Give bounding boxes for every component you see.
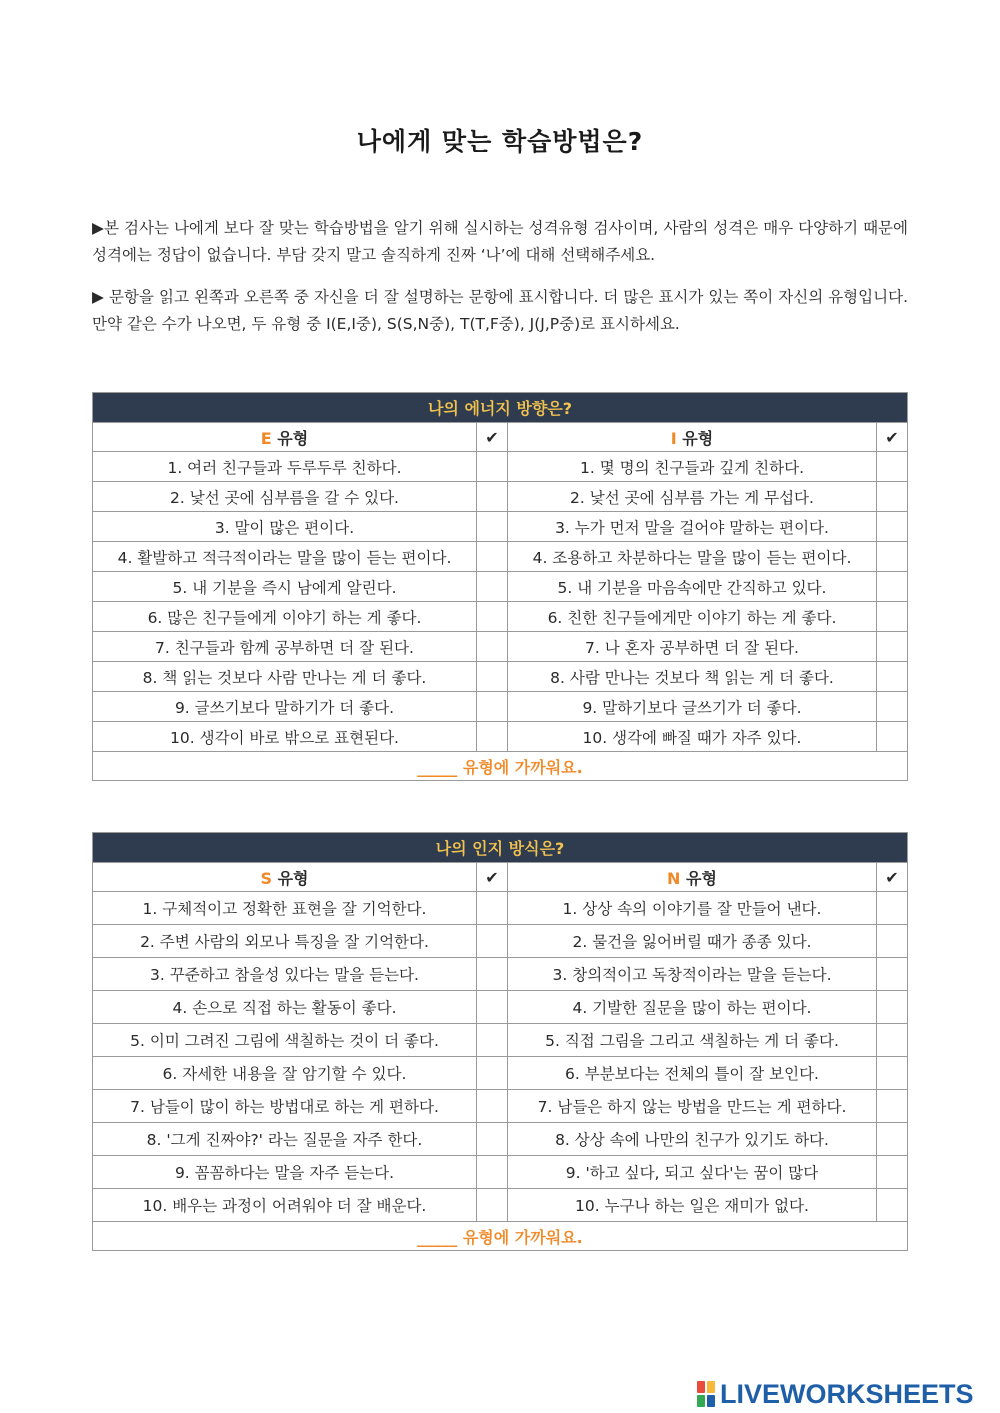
right-check-cell[interactable] xyxy=(877,925,908,958)
right-check-cell[interactable] xyxy=(877,991,908,1024)
left-item: 10. 생각이 바로 밖으로 표현된다. xyxy=(93,722,477,752)
check-header-icon: ✔ xyxy=(877,423,908,452)
right-item: 5. 내 기분을 마음속에만 간직하고 있다. xyxy=(508,572,877,602)
left-check-cell[interactable] xyxy=(477,1123,508,1156)
right-item: 1. 몇 명의 친구들과 깊게 친하다. xyxy=(508,452,877,482)
logo-tile xyxy=(707,1381,715,1393)
type-letter: N xyxy=(667,868,681,888)
type-letter: E xyxy=(260,428,272,448)
left-check-cell[interactable] xyxy=(477,482,508,512)
table-row xyxy=(93,722,908,752)
table-row xyxy=(93,482,908,512)
left-item: 3. 꾸준하고 참을성 있다는 말을 듣는다. xyxy=(93,958,477,991)
check-header-icon: ✔ xyxy=(477,423,508,452)
right-check-cell[interactable] xyxy=(877,602,908,632)
left-item: 9. 글쓰기보다 말하기가 더 좋다. xyxy=(93,692,477,722)
left-check-cell[interactable] xyxy=(477,512,508,542)
right-check-cell[interactable] xyxy=(877,1189,908,1222)
table-row xyxy=(93,602,908,632)
right-check-cell[interactable] xyxy=(877,722,908,752)
right-item: 10. 누구나 하는 일은 재미가 없다. xyxy=(508,1189,877,1222)
left-check-cell[interactable] xyxy=(477,572,508,602)
logo-tile xyxy=(697,1381,705,1393)
left-item: 9. 꼼꼼하다는 말을 자주 듣는다. xyxy=(93,1156,477,1189)
left-check-cell[interactable] xyxy=(477,925,508,958)
left-check-cell[interactable] xyxy=(477,892,508,925)
right-item: 2. 물건을 잃어버릴 때가 종종 있다. xyxy=(508,925,877,958)
left-item: 1. 구체적이고 정확한 표현을 잘 기억한다. xyxy=(93,892,477,925)
result-line[interactable]: _____ 유형에 가까워요. xyxy=(93,752,908,781)
table-row xyxy=(93,542,908,572)
type-word: 유형 xyxy=(277,428,309,448)
right-item: 6. 친한 친구들에게만 이야기 하는 게 좋다. xyxy=(508,602,877,632)
right-item: 4. 기발한 질문을 많이 하는 편이다. xyxy=(508,991,877,1024)
left-check-cell[interactable] xyxy=(477,632,508,662)
left-type-header xyxy=(93,863,477,892)
left-check-cell[interactable] xyxy=(477,722,508,752)
right-type-header xyxy=(508,863,877,892)
table-row xyxy=(93,572,908,602)
table-row xyxy=(93,1123,908,1156)
check-header-icon: ✔ xyxy=(477,863,508,892)
right-check-cell[interactable] xyxy=(877,692,908,722)
left-item: 7. 남들이 많이 하는 방법대로 하는 게 편하다. xyxy=(93,1090,477,1123)
left-check-cell[interactable] xyxy=(477,1090,508,1123)
table-row xyxy=(93,1189,908,1222)
right-item: 9. 말하기보다 글쓰기가 더 좋다. xyxy=(508,692,877,722)
table-heading: 나의 인지 방식은? xyxy=(93,833,908,863)
right-item: 5. 직접 그림을 그리고 색칠하는 게 더 좋다. xyxy=(508,1024,877,1057)
left-check-cell[interactable] xyxy=(477,662,508,692)
table-row xyxy=(93,632,908,662)
left-item: 4. 활발하고 적극적이라는 말을 많이 듣는 편이다. xyxy=(93,542,477,572)
right-check-cell[interactable] xyxy=(877,1057,908,1090)
left-item: 3. 말이 많은 편이다. xyxy=(93,512,477,542)
left-check-cell[interactable] xyxy=(477,958,508,991)
left-check-cell[interactable] xyxy=(477,1024,508,1057)
intro-paragraph-1: ▶본 검사는 나에게 보다 잘 맞는 학습방법을 알기 위해 실시하는 성격유형 검사이며, 사람의 성격은 매우 다양하기 때문에 성격에는 정답이 없습니다. 부담 갖지 말고 솔직하게 진짜 ‘나’에 대해 선택해주세요. xyxy=(92,219,908,264)
left-item: 8. 책 읽는 것보다 사람 만나는 게 더 좋다. xyxy=(93,662,477,692)
left-type-header xyxy=(93,423,477,452)
right-item: 7. 남들은 하지 않는 방법을 만드는 게 편하다. xyxy=(508,1090,877,1123)
right-item: 7. 나 혼자 공부하면 더 잘 된다. xyxy=(508,632,877,662)
left-item: 1. 여러 친구들과 두루두루 친하다. xyxy=(93,452,477,482)
right-item: 3. 누가 먼저 말을 걸어야 말하는 편이다. xyxy=(508,512,877,542)
right-check-cell[interactable] xyxy=(877,662,908,692)
left-item: 2. 주변 사람의 외모나 특징을 잘 기억한다. xyxy=(93,925,477,958)
left-item: 7. 친구들과 함께 공부하면 더 잘 된다. xyxy=(93,632,477,662)
table-row xyxy=(93,1057,908,1090)
left-check-cell[interactable] xyxy=(477,1057,508,1090)
page-title: 나에게 맞는 학습방법은? xyxy=(356,127,644,156)
right-check-cell[interactable] xyxy=(877,512,908,542)
left-item: 5. 이미 그려진 그림에 색칠하는 것이 더 좋다. xyxy=(93,1024,477,1057)
left-item: 8. '그게 진짜야?' 라는 질문을 자주 한다. xyxy=(93,1123,477,1156)
right-check-cell[interactable] xyxy=(877,892,908,925)
left-check-cell[interactable] xyxy=(477,452,508,482)
right-item: 9. '하고 싶다, 되고 싶다'는 꿈이 많다 xyxy=(508,1156,877,1189)
right-item: 8. 사람 만나는 것보다 책 읽는 게 더 좋다. xyxy=(508,662,877,692)
right-check-cell[interactable] xyxy=(877,572,908,602)
cognition-style-table xyxy=(92,832,908,1251)
table-heading: 나의 에너지 방향은? xyxy=(93,393,908,423)
right-check-cell[interactable] xyxy=(877,632,908,662)
energy-direction-table xyxy=(92,392,908,781)
left-check-cell[interactable] xyxy=(477,1189,508,1222)
table-row xyxy=(93,958,908,991)
left-check-cell[interactable] xyxy=(477,991,508,1024)
result-line[interactable]: _____ 유형에 가까워요. xyxy=(93,1222,908,1251)
logo-text: LIVEWORKSHEETS xyxy=(720,1378,974,1409)
table-row xyxy=(93,991,908,1024)
logo-icon xyxy=(697,1381,715,1407)
type-word: 유형 xyxy=(682,428,714,448)
right-item: 2. 낯선 곳에 심부름 가는 게 무섭다. xyxy=(508,482,877,512)
right-check-cell[interactable] xyxy=(877,542,908,572)
type-word: 유형 xyxy=(686,868,717,888)
right-item: 10. 생각에 빠질 때가 자주 있다. xyxy=(508,722,877,752)
right-item: 1. 상상 속의 이야기를 잘 만들어 낸다. xyxy=(508,892,877,925)
left-check-cell[interactable] xyxy=(477,1156,508,1189)
left-item: 6. 자세한 내용을 잘 암기할 수 있다. xyxy=(93,1057,477,1090)
table-row xyxy=(93,662,908,692)
left-check-cell[interactable] xyxy=(477,542,508,572)
right-type-header xyxy=(508,423,877,452)
type-letter: S xyxy=(260,868,273,888)
right-check-cell[interactable] xyxy=(877,1024,908,1057)
right-check-cell[interactable] xyxy=(877,1156,908,1189)
table-row xyxy=(93,925,908,958)
table-row xyxy=(93,512,908,542)
right-check-cell[interactable] xyxy=(877,1123,908,1156)
left-check-cell[interactable] xyxy=(477,692,508,722)
table-row xyxy=(93,1090,908,1123)
right-item: 4. 조용하고 차분하다는 말을 많이 듣는 편이다. xyxy=(508,542,877,572)
right-check-cell[interactable] xyxy=(877,958,908,991)
left-item: 5. 내 기분을 즉시 남에게 알린다. xyxy=(93,572,477,602)
left-item: 4. 손으로 직접 하는 활동이 좋다. xyxy=(93,991,477,1024)
table-row xyxy=(93,692,908,722)
left-check-cell[interactable] xyxy=(477,602,508,632)
table-row xyxy=(93,892,908,925)
right-check-cell[interactable] xyxy=(877,452,908,482)
left-item: 10. 배우는 과정이 어려워야 더 잘 배운다. xyxy=(93,1189,477,1222)
right-check-cell[interactable] xyxy=(877,482,908,512)
right-check-cell[interactable] xyxy=(877,1090,908,1123)
left-item: 2. 낯선 곳에 심부름을 갈 수 있다. xyxy=(93,482,477,512)
type-word: 유형 xyxy=(277,868,309,888)
table-row xyxy=(93,1024,908,1057)
table-row xyxy=(93,1156,908,1189)
table-row xyxy=(93,452,908,482)
check-header-icon: ✔ xyxy=(877,863,908,892)
logo-tile xyxy=(707,1395,715,1407)
intro-paragraph-2: ▶ 문항을 읽고 왼쪽과 오른쪽 중 자신을 더 잘 설명하는 문항에 표시합니다. 더 많은 표시가 있는 쪽이 자신의 유형입니다. 만약 같은 수가 나오면, 두 유형 중 I(E,I중), S(S,N중), T(T,F중), J(J,P중)로 표시하세요. xyxy=(92,288,908,333)
right-item: 8. 상상 속에 나만의 친구가 있기도 하다. xyxy=(508,1123,877,1156)
right-item: 3. 창의적이고 독창적이라는 말을 듣는다. xyxy=(508,958,877,991)
logo-tile xyxy=(697,1395,705,1407)
type-letter: I xyxy=(670,428,677,448)
left-item: 6. 많은 친구들에게 이야기 하는 게 좋다. xyxy=(93,602,477,632)
right-item: 6. 부분보다는 전체의 틀이 잘 보인다. xyxy=(508,1057,877,1090)
liveworksheets-logo xyxy=(697,1378,974,1410)
